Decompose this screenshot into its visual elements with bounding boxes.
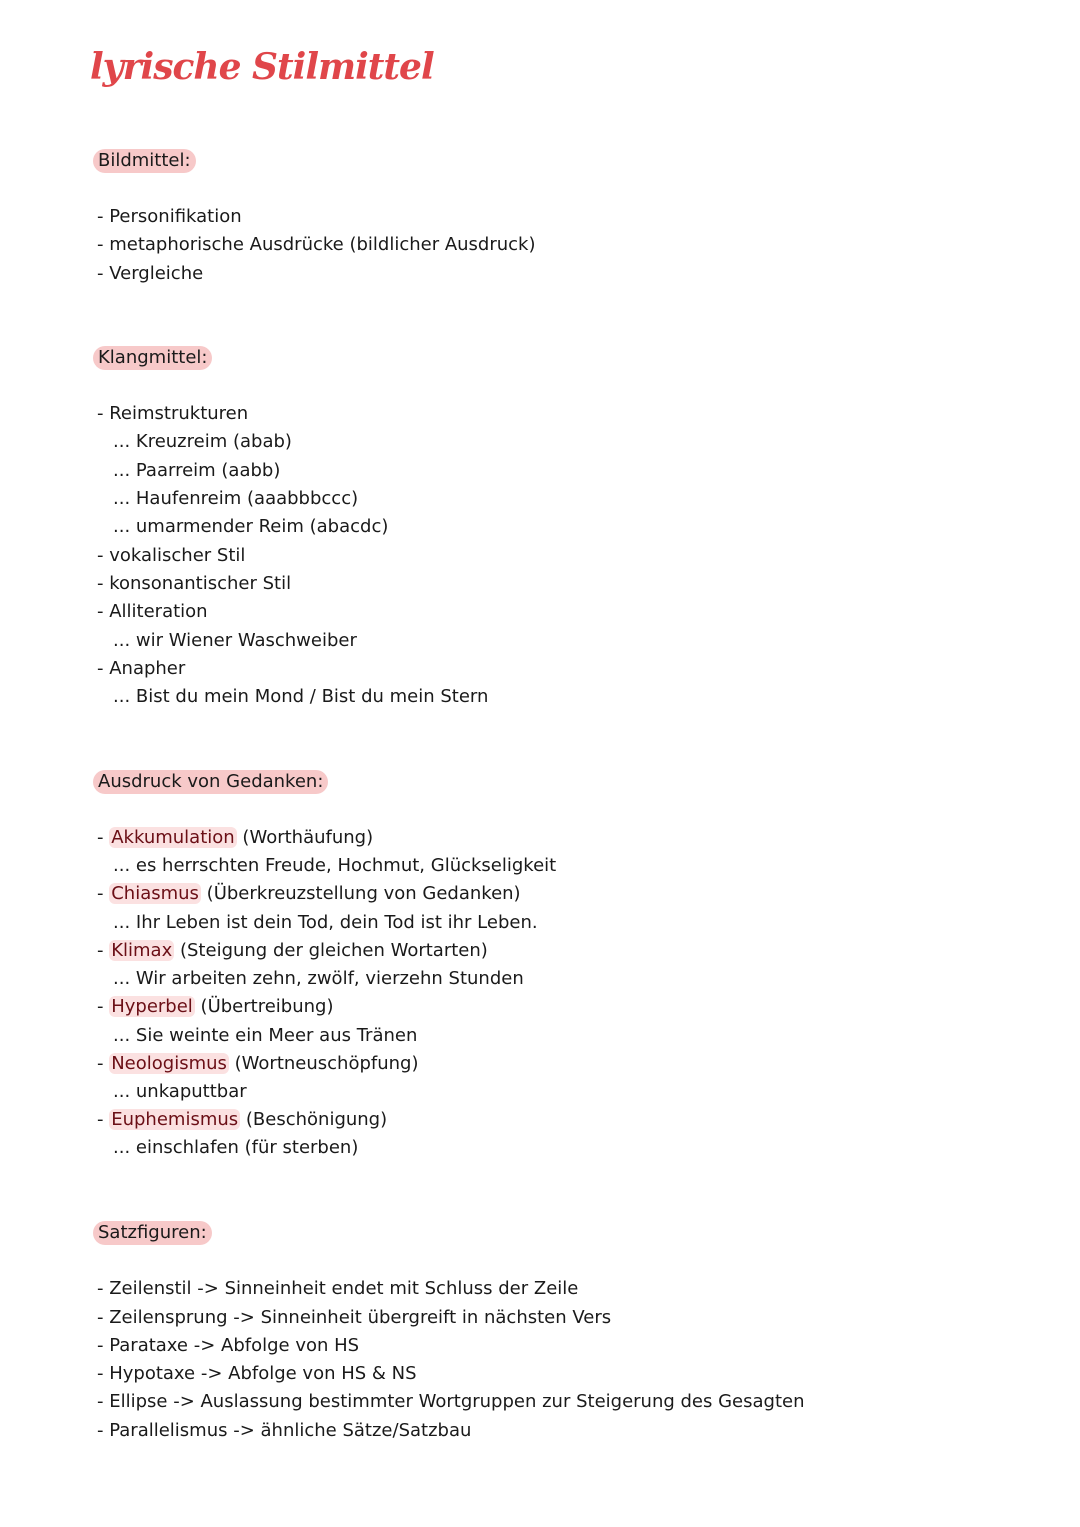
list-item: - Anapher bbox=[97, 658, 186, 679]
list-subitem: ... Kreuzreim (abab) bbox=[113, 431, 292, 452]
term-klimax: Klimax bbox=[111, 940, 173, 961]
list-item: - Euphemismus (Beschönigung) bbox=[97, 1109, 388, 1130]
example-line: ... Ihr Leben ist dein Tod, dein Tod ist ihr Leben. bbox=[113, 912, 538, 933]
list-item: - Chiasmus (Überkreuzstellung von Gedanken) bbox=[97, 883, 521, 904]
list-item: - Klimax (Steigung der gleichen Wortarten) bbox=[97, 940, 488, 961]
list-subitem: ... Paarreim (aabb) bbox=[113, 460, 281, 481]
list-subitem: ... wir Wiener Waschweiber bbox=[113, 630, 357, 651]
list-subitem: ... umarmender Reim (abacdc) bbox=[113, 516, 389, 537]
section-heading-gedanken: Ausdruck von Gedanken: bbox=[93, 770, 328, 794]
list-item: - Vergleiche bbox=[97, 263, 204, 284]
page-title: lyrische Stilmittel bbox=[90, 46, 434, 88]
list-item: - Parallelismus -> ähnliche Sätze/Satzbau bbox=[97, 1420, 472, 1441]
section-heading-satzfiguren: Satzfiguren: bbox=[93, 1221, 212, 1245]
list-item: - Neologismus (Wortneuschöpfung) bbox=[97, 1053, 419, 1074]
term-description: (Steigung der gleichen Wortarten) bbox=[179, 940, 488, 961]
term-description: (Beschönigung) bbox=[245, 1109, 388, 1130]
list-item: - Alliteration bbox=[97, 601, 208, 622]
example-line: ... Wir arbeiten zehn, zwölf, vierzehn Stunden bbox=[113, 968, 524, 989]
term-description: (Überkreuzstellung von Gedanken) bbox=[206, 883, 521, 904]
example-line: ... unkaputtbar bbox=[113, 1081, 247, 1102]
list-item: - Hypotaxe -> Abfolge von HS & NS bbox=[97, 1363, 417, 1384]
term-neologismus: Neologismus bbox=[111, 1053, 227, 1074]
list-item: - Zeilensprung -> Sinneinheit übergreift in nächsten Vers bbox=[97, 1307, 612, 1328]
section-heading-klangmittel: Klangmittel: bbox=[93, 346, 212, 370]
list-item: - Personifikation bbox=[97, 206, 242, 227]
list-item: - vokalischer Stil bbox=[97, 545, 246, 566]
list-subitem: ... Bist du mein Mond / Bist du mein Stern bbox=[113, 686, 489, 707]
example-line: ... Sie weinte ein Meer aus Tränen bbox=[113, 1025, 418, 1046]
term-hyperbel: Hyperbel bbox=[111, 996, 193, 1017]
list-item: - Parataxe -> Abfolge von HS bbox=[97, 1335, 360, 1356]
list-item: - Zeilenstil -> Sinneinheit endet mit Schluss der Zeile bbox=[97, 1278, 579, 1299]
term-description: (Übertreibung) bbox=[200, 996, 334, 1017]
list-subitem: ... Haufenreim (aaabbbccc) bbox=[113, 488, 359, 509]
list-item: - Hyperbel (Übertreibung) bbox=[97, 996, 334, 1017]
list-item: - konsonantischer Stil bbox=[97, 573, 292, 594]
example-line: ... einschlafen (für sterben) bbox=[113, 1137, 359, 1158]
list-item: - Akkumulation (Worthäufung) bbox=[97, 827, 374, 848]
section-heading-bildmittel: Bildmittel: bbox=[93, 149, 196, 173]
list-item: - Reimstrukturen bbox=[97, 403, 249, 424]
term-euphemismus: Euphemismus bbox=[111, 1109, 239, 1130]
term-description: (Worthäufung) bbox=[242, 827, 374, 848]
term-akkumulation: Akkumulation bbox=[111, 827, 235, 848]
list-item: - Ellipse -> Auslassung bestimmter Wortgruppen zur Steigerung des Gesagten bbox=[97, 1391, 805, 1412]
example-line: ... es herrschten Freude, Hochmut, Glückseligkeit bbox=[113, 855, 557, 876]
list-item: - metaphorische Ausdrücke (bildlicher Ausdruck) bbox=[97, 234, 536, 255]
term-chiasmus: Chiasmus bbox=[111, 883, 199, 904]
term-description: (Wortneuschöpfung) bbox=[234, 1053, 419, 1074]
